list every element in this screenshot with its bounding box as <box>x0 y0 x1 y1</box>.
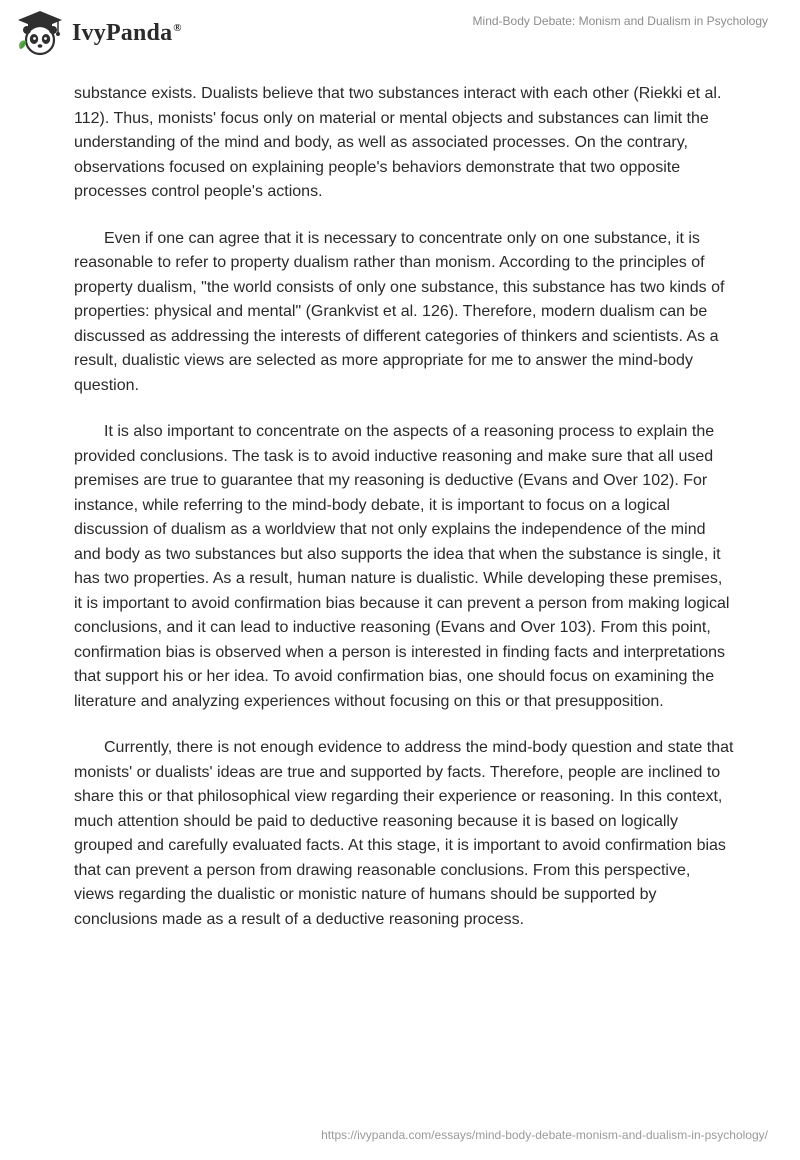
document-title: Mind-Body Debate: Monism and Dualism in Psychology <box>472 14 768 28</box>
page-header <box>0 0 800 70</box>
ivypanda-logo[interactable] <box>14 8 182 58</box>
essay-body <box>74 82 734 954</box>
registered-mark: ® <box>173 21 182 34</box>
paragraph-4: Currently, there is not enough evidence to address the mind-body question and state that monists' or dualists' ideas are true and supported by facts. Therefore, people are inclined to share this or that philosophical view regarding their experience or reasoning. In this context, much attention should be paid to deductive reasoning because it is based on logically grouped and carefully evaluated facts. At this stage, it is important to avoid confirmation bias that can prevent a person from drawing reasonable conclusions. From this perspective, views regarding the dualistic or monistic nature of humans should be supported by conclusions made as a result of a deductive reasoning process. <box>74 739 734 928</box>
paragraph-2: Even if one can agree that it is necessary to concentrate only on one substance, it is reasonable to refer to property dualism rather than monism. According to the principles of property dualism, "the world consists of only one substance, this substance has two kinds of properties: physical and mental" (Grankvist et al. 126). Therefore, modern dualism can be discussed as addressing the interests of different categories of thinkers and scientists. As a result, dualistic views are selected as more appropriate for me to answer the mind-body question. <box>74 229 725 394</box>
paragraph-1: substance exists. Dualists believe that two substances interact with each other (Riekki et al. 112). Thus, monists' focus only on material or mental objects and substances can limit the understanding of the mind and body, as well as associated processes. On the contrary, observations focused on explaining people's behaviors demonstrate that two opposite processes control people's actions. <box>74 85 722 200</box>
logo-wordmark: IvyPanda® <box>72 19 182 46</box>
paragraph-3: It is also important to concentrate on the aspects of a reasoning process to explain the provided conclusions. The task is to avoid inductive reasoning and make sure that all used premises are true to guarantee that my reasoning is deductive (Evans and Over 102). For instance, while referring to the mind-body debate, it is important to focus on a logical discussion of dualism as a worldview that not only explains the independence of the mind and body as two substances but also supports the idea that when the substance is single, it has two properties. As a result, human nature is dualistic. While developing these premises, it is important to avoid confirmation bias because it can prevent a person from making logical conclusions, and it can lead to inductive reasoning (Evans and Over 103). From this point, confirmation bias is observed when a person is interested in finding facts and interpretations that support his or her idea. To avoid confirmation bias, one should focus on examining the literature and analyzing experiences without focusing on this or that presupposition. <box>74 423 730 710</box>
source-url-link[interactable]: https://ivypanda.com/essays/mind-body-debate-monism-and-dualism-in-psychology/ <box>321 1128 768 1142</box>
panda-graduate-icon <box>14 9 66 57</box>
